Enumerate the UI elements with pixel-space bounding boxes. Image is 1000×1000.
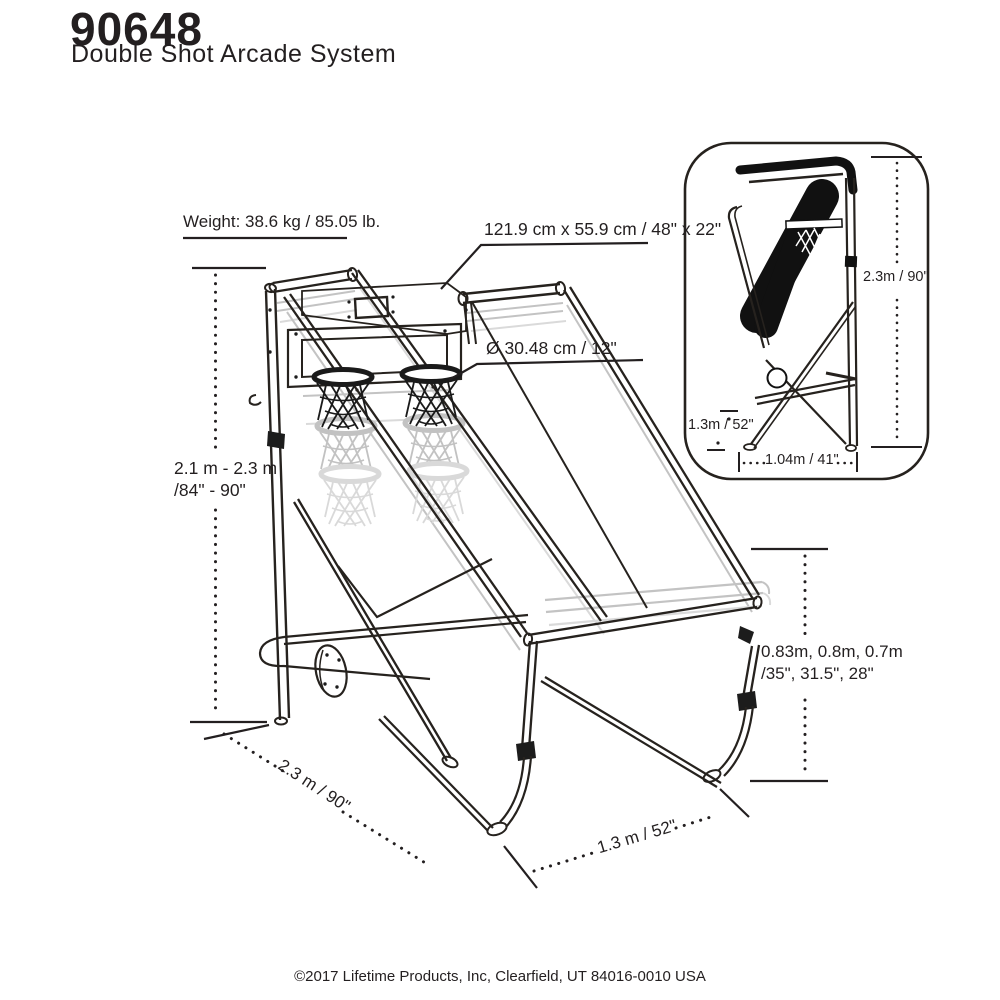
copyright-footer: ©2017 Lifetime Products, Inc, Clearfield, UT 84016-0010 USA (294, 968, 706, 985)
model-number: 90648 (70, 3, 203, 55)
product-name: Double Shot Arcade System (71, 40, 397, 68)
front-height-dimension-label: 0.83m, 0.8m, 0.7m /35", 31.5", 28" (761, 642, 903, 683)
depth-dimension-label: 2.3 m / 90" (274, 755, 354, 816)
height-dimension-label: 2.1 m - 2.3 m /84" - 90" (174, 458, 278, 500)
basketball (768, 369, 787, 388)
inset-depth-label: 1.04m / 41" (765, 452, 839, 468)
weight-label: Weight: 38.6 kg / 85.05 lb. (183, 212, 381, 231)
folded-unit-drawing (729, 161, 857, 451)
width-dimension-label: 1.3 m / 52" (595, 815, 679, 858)
hoop-diameter-label: Ø 30.48 cm / 12" (486, 338, 617, 358)
backboard-size-label: 121.9 cm x 55.9 cm / 48" x 22" (484, 219, 722, 239)
inset-width-label: 1.3m / 52" (688, 417, 754, 433)
inset-height-label: 2.3m / 90" (863, 269, 929, 285)
